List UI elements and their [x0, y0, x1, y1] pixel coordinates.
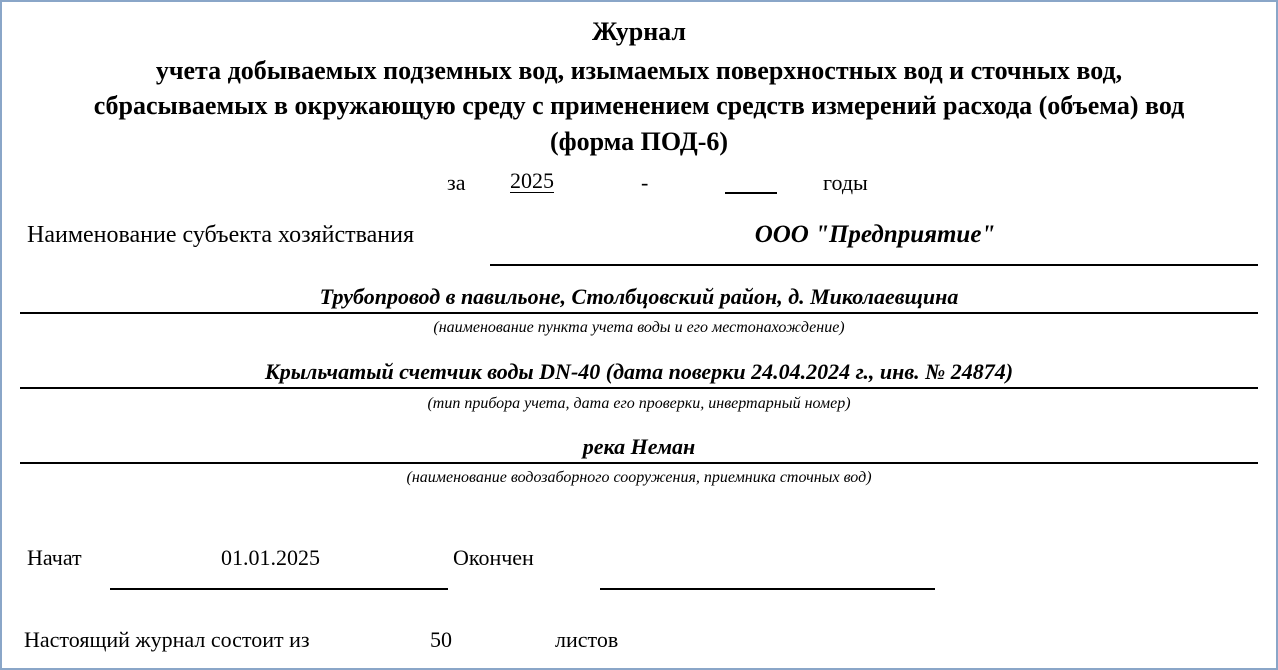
- metering-point-underline: [20, 312, 1258, 314]
- journal-title: Журнал: [592, 17, 686, 46]
- journal-subtitle-line1: учета добываемых подземных вод, изымаемых поверхностных вод и сточных вод,: [155, 56, 1123, 85]
- metering-point-value: Трубопровод в павильоне, Столбцовский район, д. Миколаевщина: [319, 284, 959, 309]
- entity-name: ООО "Предприятие": [754, 221, 996, 248]
- journal-subtitle-line2: сбрасываемых в окружающую среду с применением средств измерений расхода (объема) вод: [93, 91, 1185, 120]
- water-source-underline: [20, 462, 1258, 464]
- started-date: 01.01.2025: [221, 545, 320, 570]
- ended-label: Окончен: [453, 545, 534, 570]
- water-source-caption: (наименование водозаборного сооружения, приемника сточных вод): [406, 469, 872, 486]
- period-suffix: годы: [823, 170, 868, 195]
- metering-point-caption: (наименование пункта учета воды и его местонахождение): [433, 319, 845, 336]
- device-caption: (тип прибора учета, дата его проверки, инвертарный номер): [427, 395, 851, 412]
- period-year-start: 2025: [510, 168, 554, 193]
- entity-underline: [490, 264, 1258, 266]
- period-dash: -: [641, 170, 649, 195]
- started-underline: [110, 588, 448, 590]
- sheets-unit: листов: [555, 627, 619, 652]
- period-year-end-line: [725, 192, 777, 194]
- entity-label: Наименование субъекта хозяйствания: [27, 222, 414, 248]
- ended-underline: [600, 588, 935, 590]
- sheets-label: Настоящий журнал состоит из: [24, 627, 310, 652]
- device-underline: [20, 387, 1258, 389]
- water-source-value: река Неман: [582, 434, 696, 459]
- journal-form-code: (форма ПОД-6): [549, 127, 729, 156]
- started-label: Начат: [27, 545, 82, 570]
- device-value: Крыльчатый счетчик воды DN-40 (дата поверки 24.04.2024 г., инв. № 24874): [264, 359, 1014, 384]
- period-prefix: за: [447, 170, 466, 195]
- sheets-count: 50: [430, 627, 452, 652]
